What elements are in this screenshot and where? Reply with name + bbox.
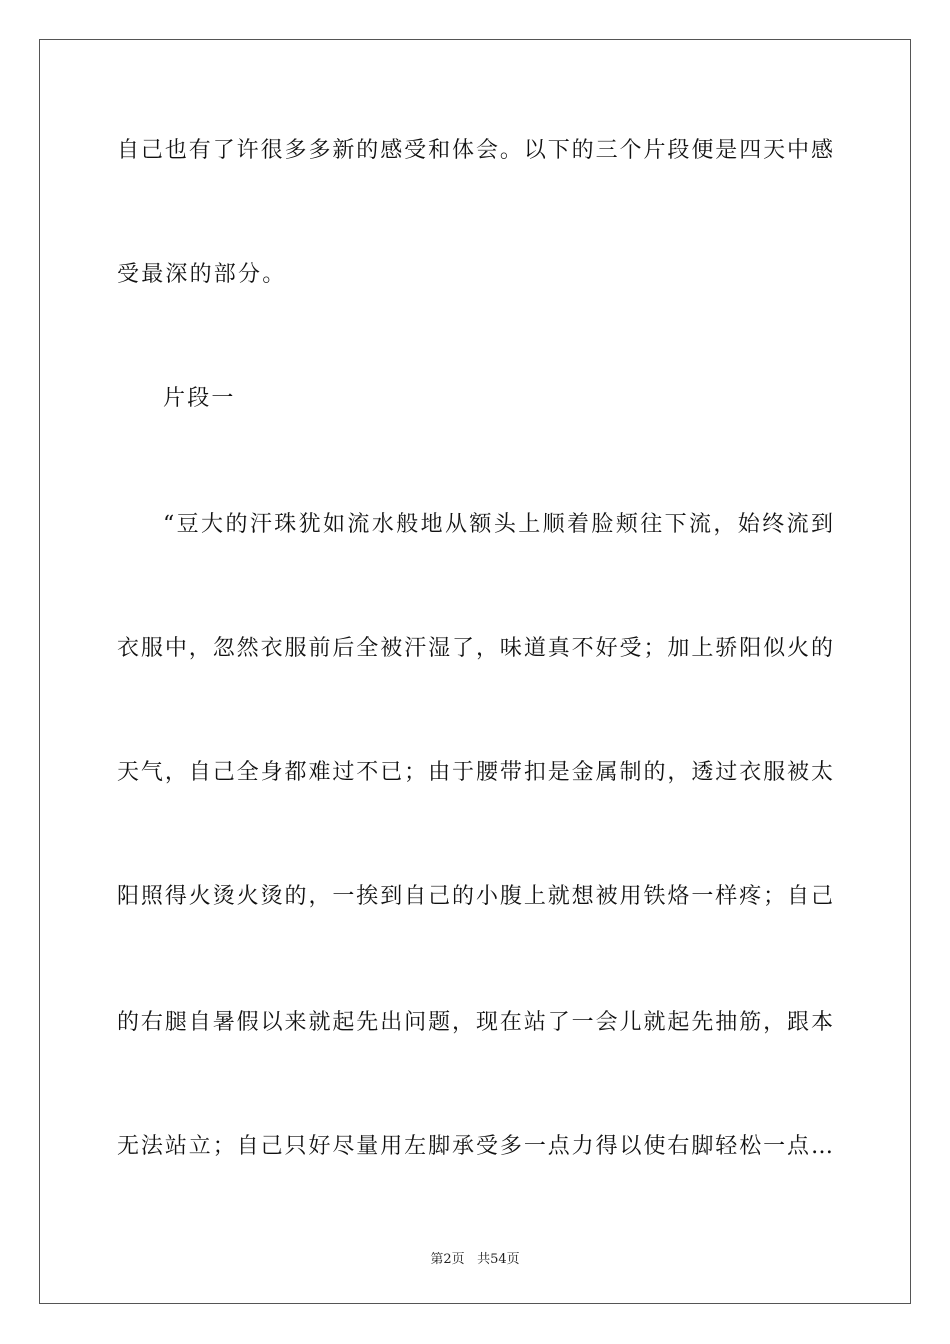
body-line-5: 衣服中，忽然衣服前后全被汗湿了，味道真不好受；加上骄阳似火的 <box>117 636 833 661</box>
page-frame <box>39 39 911 1304</box>
section-heading: 片段一 <box>163 386 236 411</box>
page-total: 共54页 <box>477 1252 520 1267</box>
body-line-4: “豆大的汗珠犹如流水般地从额头上顺着脸颊往下流，始终流到 <box>163 512 833 537</box>
page-footer <box>0 1248 950 1267</box>
body-line-2: 受最深的部分。 <box>117 262 287 287</box>
body-line-8: 的右腿自暑假以来就起先出问题，现在站了一会儿就起先抽筋，跟本 <box>117 1010 833 1035</box>
page-number: 第2页 <box>430 1252 465 1267</box>
body-line-6: 天气，自己全身都难过不已；由于腰带扣是金属制的，透过衣服被太 <box>117 760 833 785</box>
body-line-7: 阳照得火烫火烫的，一挨到自己的小腹上就想被用铁烙一样疼；自己 <box>117 884 833 909</box>
body-line-9: 无法站立；自己只好尽量用左脚承受多一点力得以使右脚轻松一点… <box>117 1134 833 1159</box>
body-line-1: 自己也有了许很多多新的感受和体会。以下的三个片段便是四天中感 <box>117 138 833 163</box>
